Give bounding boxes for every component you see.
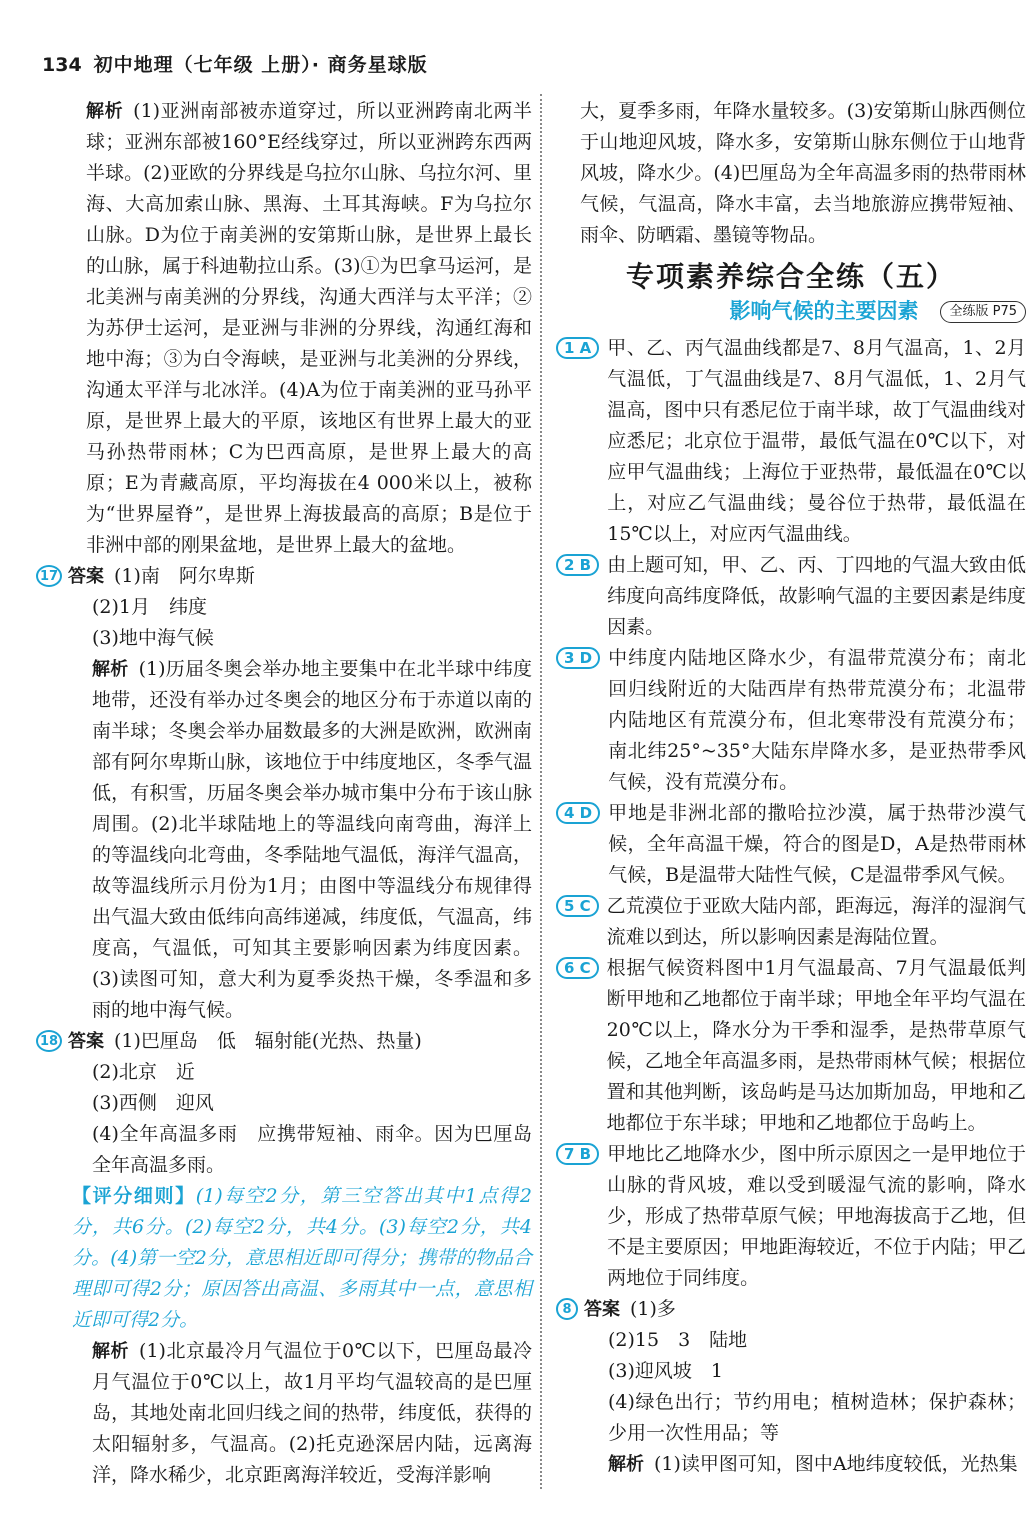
answer-line: (4)全年高温多雨 应携带短袖、雨伞。因为巴厘岛全年高温多雨。: [92, 1123, 532, 1176]
analysis-8: [584, 1449, 1026, 1480]
answer-text: 甲、乙、丙气温曲线都是7、8月气温高，1、2月气温低，丁气温曲线是7、8月气温低，1、2月气温高，图中只有悉尼位于南半球，故丁气温曲线对应悉尼；北京位于温带，最低气温在0℃以下，对应甲气温曲线；上海位于亚热带，最低温在0℃以上，对应乙气温曲线；曼谷位于热带，最低温在15℃以上，对应丙气温曲线。: [607, 337, 1026, 545]
analysis-text: (1)读甲图可知，图中A地纬度较低，光热集: [654, 1453, 1018, 1475]
right-column: [556, 96, 1026, 1480]
answer-line: (3)地中海气候: [92, 627, 214, 649]
question-8: [556, 1294, 1026, 1480]
answer-text: 甲地比乙地降水少，图中所示原因之一是甲地位于山脉的背风坡，难以受到暖湿气流的影响，降水少，形成了热带草原气候；甲地海拔高于乙地，但不是主要原因；甲地距海较近，不位于内陆；甲乙两地位于同纬度。: [607, 1143, 1026, 1289]
section-subheader: [556, 296, 1026, 327]
analysis-text: (1)亚洲南部被赤道穿过，所以亚洲跨南北两半球；亚洲东部被160°E经线穿过，所以亚洲跨东西两半球。(2)亚欧的分界线是乌拉尔山脉、乌拉尔河、里海、大高加索山脉、黑海、土耳其海峡。F为乌拉尔山脉。D为位于南美洲的安第斯山脉，是世界上最长的山脉，属于科迪勒拉山系。(3)①为巴拿马运河，是北美洲与南美洲的分界线，沟通大西洋与太平洋；②为苏伊士运河，是亚洲与非洲的分界线，沟通红海和地中海；③为白令海峡，是亚洲与北美洲的分界线，沟通太平洋与北冰洋。(4)A为位于南美洲的亚马孙平原，是世界上最大的平原，该地区有世界上最大的亚马孙热带雨林；C为巴西高原，是世界上最大的高原；E为青藏高原，平均海拔在4 000米以上，被称为“世界屋脊”，是世界上海拔最高的高原；B是位于非洲中部的刚果盆地，是世界上最大的盆地。: [86, 100, 532, 556]
left-column: [39, 96, 533, 1491]
answer-item: [556, 1139, 1026, 1294]
column-divider: [540, 94, 542, 1489]
answer-line: (1)巴厘岛 低 辐射能(光热、热量): [114, 1030, 422, 1052]
analysis-text: (1)北京最冷月气温位于0℃以下，巴厘岛最冷月气温位于0℃以上，故1月平均气温较高的是巴厘岛，其地处南北回归线之间的热带，纬度低，获得的太阳辐射多，气温高。(2)托克逊深居内陆，远离海洋，降水稀少，北京距离海洋较近，受海洋影响: [92, 1340, 533, 1486]
answer-text: 中纬度内陆地区降水少，有温带荒漠分布；南北回归线附近的大陆西岸有热带荒漠分布；北温带内陆地区有荒漠分布，但北寒带没有荒漠分布；南北纬25°~35°大陆东岸降水多，是亚热带季风气候，没有荒漠分布。: [608, 647, 1026, 793]
question-18: [36, 1026, 532, 1491]
answer-item: [556, 643, 1026, 798]
answer-tag: 6 C: [556, 957, 599, 979]
answer-line: (3)迎风坡 1: [608, 1360, 724, 1382]
section-page-ref: 全练版 P75: [940, 301, 1026, 323]
scoring-label: 【评分细则】: [72, 1185, 196, 1207]
page-number: 134: [42, 54, 82, 76]
answer-tag: 2 B: [556, 554, 599, 576]
answer-line: (1)多: [630, 1298, 676, 1320]
answer-text: 乙荒漠位于亚欧大陆内部，距海远，海洋的湿润气流难以到达，所以影响因素是海陆位置。: [606, 895, 1026, 948]
scoring-rubric: [68, 1181, 532, 1336]
answer-tag: 5 C: [556, 895, 599, 917]
question-17: [36, 561, 532, 1026]
answer-line: (4)绿色出行；节约用电；植树造林；保护森林；少用一次性用品；等: [608, 1391, 1026, 1444]
analysis-continuation: 大，夏季多雨，年降水量较多。(3)安第斯山脉西侧位于山地迎风坡，降水多，安第斯山脉东侧位于山地背风坡，降水少。(4)巴厘岛为全年高温多雨的热带雨林气候，气温高，降水丰富，去当地旅游应携带短袖、雨伞、防晒霜、墨镜等物品。: [580, 100, 1026, 246]
analysis-label: 解析: [92, 1341, 130, 1362]
analysis-label: 解析: [92, 659, 129, 680]
section-title: 专项素养综合全练（五）: [625, 260, 956, 293]
answer-text: 根据气候资料图中1月气温最高、7月气温最低判断甲地和乙地都位于南半球；甲地全年平均气温在20℃以上，降水分为干季和湿季，是热带草原气候，乙地全年高温多雨，是热带雨林气候；根据位置和其他判断，该岛屿是马达加斯加岛，甲地和乙地都位于东半球；甲地和乙地都位于岛屿上。: [606, 957, 1026, 1134]
section-subtitle: 影响气候的主要因素: [729, 299, 919, 323]
analysis-label: 解析: [86, 101, 124, 122]
answer-label: 答案: [68, 1031, 104, 1052]
answer-item: [556, 891, 1026, 953]
answer-line: (3)西侧 迎风: [92, 1092, 214, 1114]
analysis-label: 解析: [608, 1454, 644, 1475]
answer-label: 答案: [68, 566, 104, 587]
answer-label: 答案: [584, 1299, 620, 1320]
question-number: 18: [36, 1030, 62, 1052]
scoring-text: (1)每空2分，第三空答出其中1点得2分，共6分。(2)每空2分，共4分。(3)每空2分，共4分。(4)第一空2分，意思相近即可得分；携带的物品合理即可得2分；原因答出高温、多雨其中一点，意思相近即可得2分。: [72, 1185, 532, 1331]
answer-line: (2)北京 近: [92, 1061, 195, 1083]
answer-tag: 7 B: [556, 1143, 599, 1165]
answer-tag: 1 A: [556, 337, 599, 359]
analysis-18: [68, 1336, 532, 1491]
answer-text: 甲地是非洲北部的撒哈拉沙漠，属于热带沙漠气候，全年高温干燥，符合的图是D，A是热带雨林气候，B是温带大陆性气候，C是温带季风气候。: [608, 802, 1026, 886]
answer-line: (1)南 阿尔卑斯: [114, 565, 255, 587]
question-number: 8: [556, 1298, 578, 1320]
answer-tag: 3 D: [556, 647, 600, 669]
answer-item: [556, 953, 1026, 1139]
book-title: 初中地理（七年级 上册）· 商务星球版: [93, 54, 428, 76]
analysis-text: (1)历届冬奥会举办地主要集中在北半球中纬度地带，还没有举办过冬奥会的地区分布于赤道以南的南半球；冬奥会举办届数最多的大洲是欧洲，欧洲南部有阿尔卑斯山脉，该地位于中纬度地区，冬季气温低，有积雪，历届冬奥会举办城市集中分布于该山脉周围。(2)北半球陆地上的等温线向南弯曲，海洋上的等温线向北弯曲，冬季陆地气温低，海洋气温高，故等温线所示月份为1月；由图中等温线分布规律得出气温大致由低纬向高纬递减，纬度低，气温高，纬度高，气温低，可知其主要影响因素为纬度因素。(3)读图可知，意大利为夏季炎热干燥，冬季温和多雨的地中海气候。: [92, 658, 533, 1021]
question-number: 17: [36, 565, 62, 587]
analysis-16: [62, 96, 532, 561]
answer-line: (2)1月 纬度: [92, 596, 208, 618]
answer-item: [556, 550, 1026, 643]
answer-text: 由上题可知，甲、乙、丙、丁四地的气温大致由低纬度向高纬度降低，故影响气温的主要因素是纬度因素。: [607, 554, 1026, 638]
answer-tag: 4 D: [556, 802, 600, 824]
analysis-17: [68, 654, 532, 1026]
answer-item: [556, 333, 1026, 550]
answer-item: [556, 798, 1026, 891]
page-header: [42, 50, 428, 84]
answer-line: (2)15 3 陆地: [608, 1329, 748, 1351]
